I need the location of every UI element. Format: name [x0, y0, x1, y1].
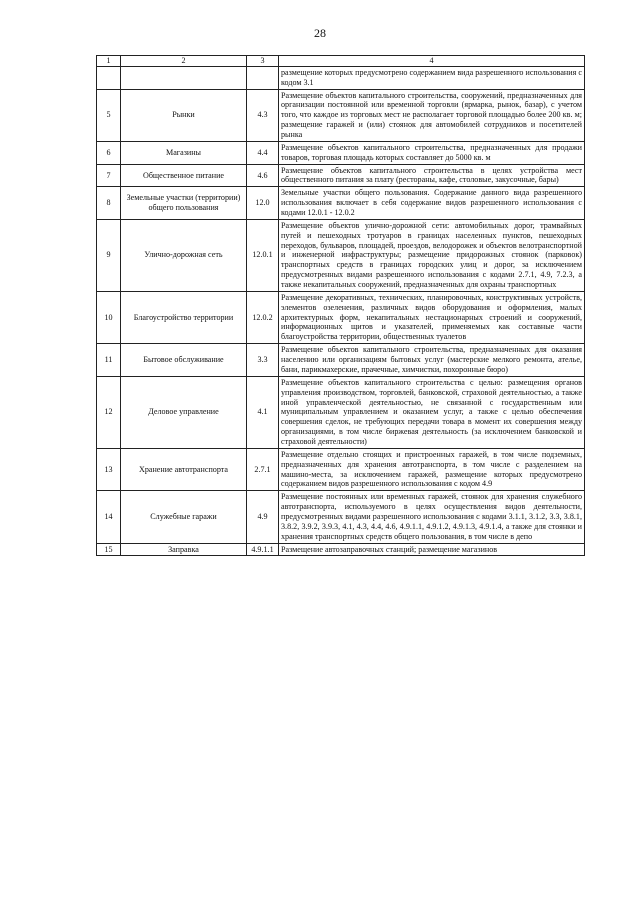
row-name: Служебные гаражи — [121, 491, 247, 543]
row-code: 12.0 — [247, 187, 279, 220]
table-row — [97, 66, 585, 89]
row-number: 11 — [97, 344, 121, 377]
row-name: Бытовое обслуживание — [121, 344, 247, 377]
row-number: 8 — [97, 187, 121, 220]
row-code: 4.9 — [247, 491, 279, 543]
header-col-4: 4 — [279, 56, 585, 67]
row-number: 5 — [97, 89, 121, 141]
table-row — [97, 164, 585, 187]
row-code: 4.6 — [247, 164, 279, 187]
row-description: Размещение объектов улично-дорожной сети: автомобильных дорог, трамвайных путей и пешеходных тротуаров в границах населенных пунктов, пешеходных переходов, бульваров, площадей, проездов, велодорожек и объектов велотранспортной и инженерной инфраструктуры; размещение придорожных стоянок (парковок) транспортных средств в границах городских улиц и дорог, за исключением предусмотренных видами разрешенного использования с кодами 2.7.1, 4.9, 7.2.3, а также некапитальных сооружений, предназначенных для охраны транспортных — [279, 219, 585, 291]
row-description: Размещение декоративных, технических, планировочных, конструктивных устройств, элементов озеленения, различных видов оборудования и оформления, малых архитектурных форм, некапитальных нестационарных строений и сооружений, информационных щитов и указателей, применяемых как составные части благоустройства территории, общественных туалетов — [279, 291, 585, 343]
row-code: 4.9.1.1 — [247, 543, 279, 556]
row-description: Размещение автозаправочных станций; размещение магазинов — [279, 543, 585, 556]
row-name: Заправка — [121, 543, 247, 556]
row-code: 4.1 — [247, 376, 279, 448]
row-code: 3.3 — [247, 344, 279, 377]
table-row — [97, 89, 585, 141]
row-number — [97, 66, 121, 89]
row-number: 6 — [97, 141, 121, 164]
row-number: 14 — [97, 491, 121, 543]
row-code: 4.3 — [247, 89, 279, 141]
table-row — [97, 344, 585, 377]
table-row — [97, 491, 585, 543]
row-description: Размещение объектов капитального строительства в целях устройства мест общественного питания за плату (рестораны, кафе, столовые, закусочные, бары) — [279, 164, 585, 187]
row-code: 2.7.1 — [247, 448, 279, 490]
page-number: 28 — [314, 26, 326, 40]
table-row — [97, 187, 585, 220]
row-name: Хранение автотранспорта — [121, 448, 247, 490]
row-number: 10 — [97, 291, 121, 343]
row-name: Земельные участки (территории) общего пользования — [121, 187, 247, 220]
header-col-3: 3 — [247, 56, 279, 67]
land-use-table — [96, 55, 585, 556]
table-row — [97, 376, 585, 448]
table-row — [97, 141, 585, 164]
row-description: размещение которых предусмотрено содержанием вида разрешенного использования с кодом 3.1 — [279, 66, 585, 89]
row-code: 12.0.2 — [247, 291, 279, 343]
row-name — [121, 66, 247, 89]
header-col-2: 2 — [121, 56, 247, 67]
row-number: 12 — [97, 376, 121, 448]
table-row — [97, 219, 585, 291]
table-row — [97, 291, 585, 343]
row-number: 9 — [97, 219, 121, 291]
row-code: 4.4 — [247, 141, 279, 164]
row-number: 13 — [97, 448, 121, 490]
row-description: Размещение постоянных или временных гаражей, стоянок для хранения служебного автотранспорта, используемого в целях осуществления видов деятельности, предусмотренных видами разрешенного использования с кодами 3.1.1, 3.1.2, 3.3, 3.8.1, 3.8.2, 3.9.2, 3.9.3, 4.1, 4.3, 4.4, 4.6, 4.9.1.1, 4.9.1.2, 4.9.1.3, 4.9.1.4, а также для стоянки и хранения транспортных средств общего пользования, в том числе в депо — [279, 491, 585, 543]
row-description: Размещение объектов капитального строительства, предназначенных для продажи товаров, торговая площадь которых составляет до 5000 кв. м — [279, 141, 585, 164]
table-header-row — [97, 56, 585, 67]
row-description: Земельные участки общего пользования. Содержание данного вида разрешенного использования включает в себя содержание видов разрешенного использования с кодами 12.0.1 - 12.0.2 — [279, 187, 585, 220]
row-name: Общественное питание — [121, 164, 247, 187]
table-row — [97, 448, 585, 490]
row-description: Размещение объектов капитального строительства, сооружений, предназначенных для организации постоянной или временной торговли (ярмарка, рынок, базар), с учетом того, что каждое из торговых мест не располагает торговой площадью более 200 кв. м; размещение гаражей и (или) стоянок для автомобилей сотрудников и посетителей рынка — [279, 89, 585, 141]
row-number: 7 — [97, 164, 121, 187]
row-name: Благоустройство территории — [121, 291, 247, 343]
row-code: 12.0.1 — [247, 219, 279, 291]
header-col-1: 1 — [97, 56, 121, 67]
row-description: Размещение отдельно стоящих и пристроенных гаражей, в том числе подземных, предназначенных для хранения автотранспорта, в том числе с разделением на машино-места, за исключением гаражей, размещение которых предусмотрено содержанием видов разрешенного использования с кодом 4.9 — [279, 448, 585, 490]
row-code — [247, 66, 279, 89]
row-name: Магазины — [121, 141, 247, 164]
row-description: Размещение объектов капитального строительства, предназначенных для оказания населению или организациям бытовых услуг (мастерские мелкого ремонта, ателье, бани, парикмахерские, прачечные, химчистки, похоронные бюро) — [279, 344, 585, 377]
row-name: Рынки — [121, 89, 247, 141]
row-name: Улично-дорожная сеть — [121, 219, 247, 291]
row-name: Деловое управление — [121, 376, 247, 448]
row-description: Размещение объектов капитального строительства с целью: размещения органов управления производством, торговлей, банковской, страховой деятельностью, а также иной управленческой деятельностью, не связанной с государственным или муниципальным управлением и оказанием услуг, а также с целью обеспечения совершения сделок, не требующих передачи товара в момент их совершения между организациями, в том числе биржевая деятельность (за исключением банковской и страховой деятельности) — [279, 376, 585, 448]
table-row — [97, 543, 585, 556]
row-number: 15 — [97, 543, 121, 556]
